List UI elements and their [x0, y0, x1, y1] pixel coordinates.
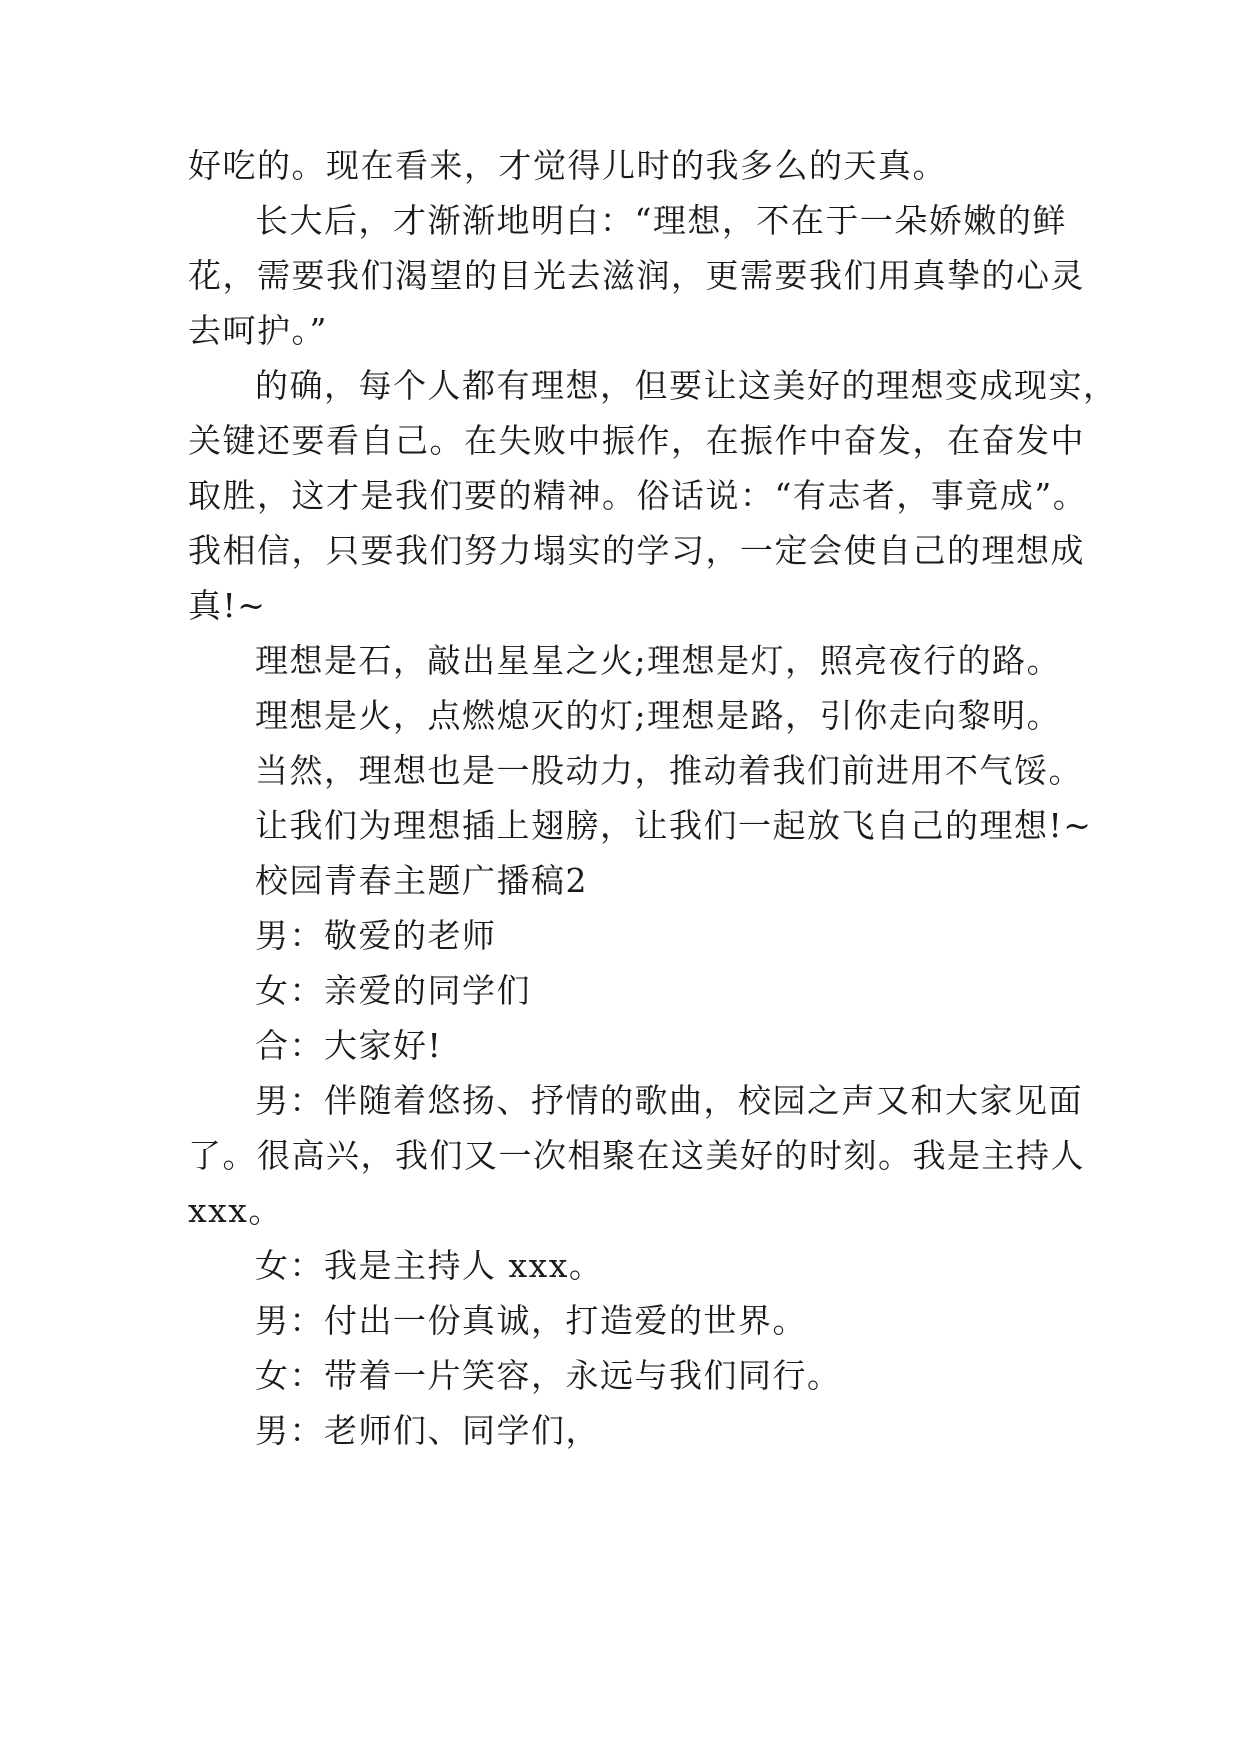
paragraph-start: 理想是石，敲出星星之火;理想是灯，照亮夜行的路。: [255, 641, 1062, 680]
dialogue-line: 男：老师们、同学们，: [255, 1411, 600, 1450]
section-heading: 校园青春主题广播稿2: [255, 861, 588, 900]
text-line: xxx。: [188, 1191, 283, 1230]
dialogue-line: 合：大家好!: [255, 1026, 443, 1065]
text-line: 了。很高兴，我们又一次相聚在这美好的时刻。我是主持人: [188, 1136, 1085, 1175]
dialogue-line: 女：我是主持人 xxx。: [255, 1246, 604, 1285]
paragraph-start: 理想是火，点燃熄灭的灯;理想是路，引你走向黎明。: [255, 696, 1062, 735]
text-line: 取胜，这才是我们要的精神。俗话说：“有志者，事竟成”。: [188, 476, 1088, 515]
text-line: 关键还要看自己。在失败中振作，在振作中奋发，在奋发中: [188, 421, 1085, 460]
text-line: 我相信，只要我们努力塌实的学习，一定会使自己的理想成: [188, 531, 1085, 570]
paragraph-start: 的确，每个人都有理想，但要让这美好的理想变成现实，: [255, 366, 1118, 405]
dialogue-line: 男：付出一份真诚，打造爱的世界。: [255, 1301, 807, 1340]
paragraph-start: 长大后，才渐渐地明白：“理想，不在于一朵娇嫩的鲜: [255, 201, 1067, 240]
text-line: 真!~: [188, 586, 267, 625]
paragraph-start: 让我们为理想插上翅膀，让我们一起放飞自己的理想!~: [255, 806, 1093, 845]
dialogue-line: 男：敬爱的老师: [255, 916, 497, 955]
text-line: 花，需要我们渴望的目光去滋润，更需要我们用真挚的心灵: [188, 256, 1085, 295]
dialogue-line: 女：带着一片笑容，永远与我们同行。: [255, 1356, 842, 1395]
dialogue-line: 女：亲爱的同学们: [255, 971, 531, 1010]
text-line: 好吃的。现在看来，才觉得儿时的我多么的天真。: [188, 146, 947, 185]
paragraph-start: 当然，理想也是一股动力，推动着我们前进用不气馁。: [255, 751, 1083, 790]
dialogue-line: 男：伴随着悠扬、抒情的歌曲，校园之声又和大家见面: [255, 1081, 1083, 1120]
text-line: 去呵护。”: [188, 311, 328, 350]
